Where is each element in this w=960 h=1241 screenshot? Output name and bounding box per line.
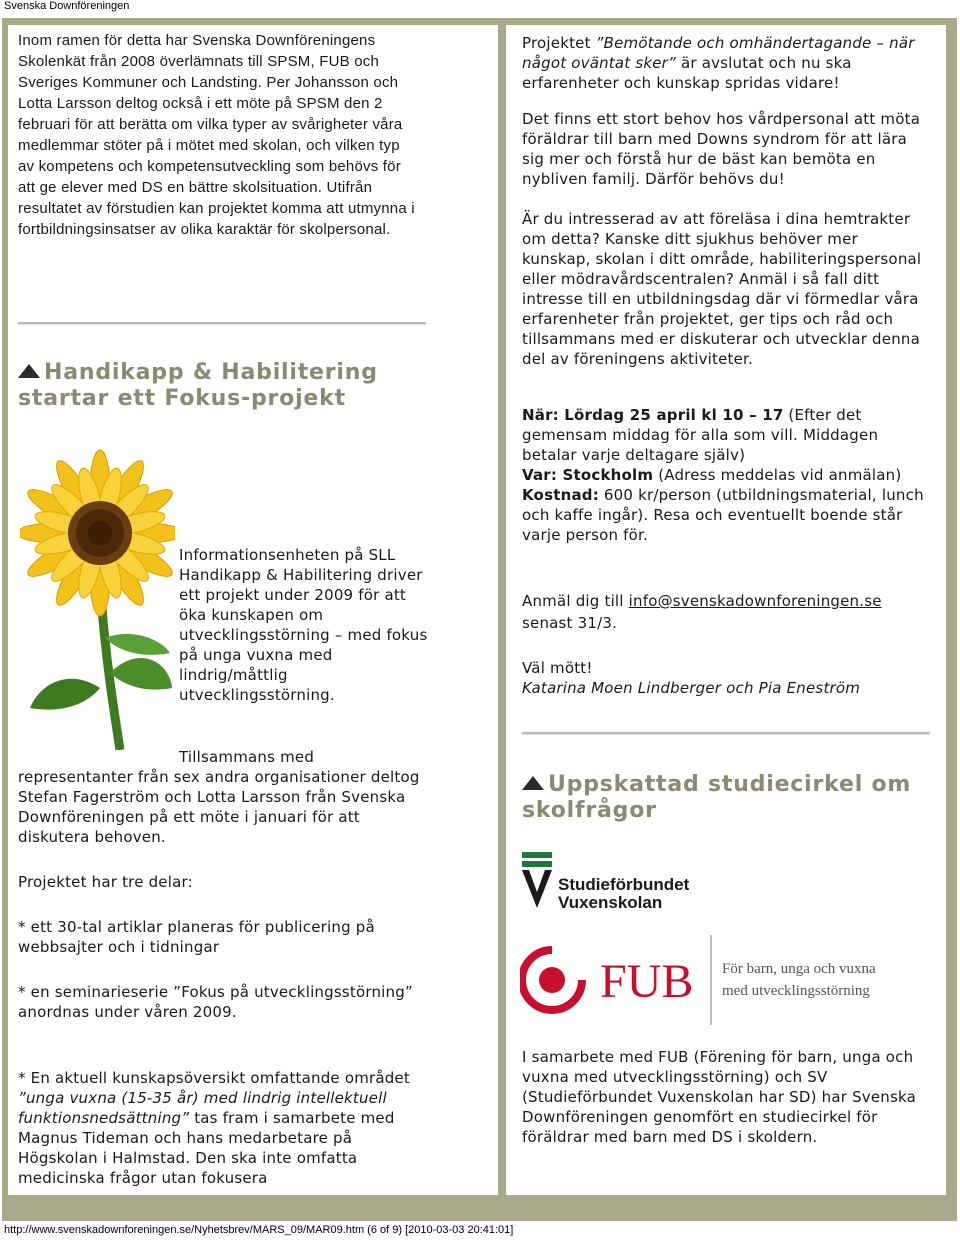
section-heading-studiecirkel	[522, 772, 922, 824]
sunflower-image	[20, 438, 175, 750]
heading2-text: Uppskattad studiecirkel om skolfrågor	[522, 772, 912, 823]
parts-intro: Projektet har tre delar:	[18, 873, 193, 891]
intro-part3: Utifrån resultatet av förstudien kan projektet komma att utmynna i fortbildningsinsatser av olika karaktär för skolpersonal.	[18, 179, 415, 238]
heading-text: Handikapp & Habilitering startar ett Fokus-projekt	[18, 360, 378, 411]
part-3	[18, 1068, 423, 1188]
intro-paragraph	[18, 30, 418, 240]
register-prefix: Anmäl dig till	[522, 592, 629, 610]
footer-url: http://www.svenskadownforeningen.se/Nyhetsbrev/MARS_09/MAR09.htm (6 of 9) [2010-03-03 20:41:01]	[4, 1224, 514, 1236]
fub-logo	[520, 935, 890, 1025]
fokus-info-paragraph: Informationsenheten på SLL Handikapp & Habilitering driver ett projekt under 2009 för att öka kunskapen om utvecklingsstörning – med fokus på unga vuxna med lindrig/måttlig utvecklingsstörning.	[179, 546, 428, 704]
deadline: senast 31/3.	[522, 614, 618, 632]
up-arrow-icon[interactable]	[18, 364, 40, 378]
cost-label: Kostnad:	[522, 486, 599, 504]
divider-right	[522, 732, 930, 735]
email-link[interactable]: info@svenskadownforeningen.se	[628, 592, 882, 610]
part-1: * ett 30-tal artiklar planeras för publicering på webbsajter och i tidningar	[18, 918, 375, 956]
study-circle-paragraph: I samarbete med FUB (Förening för barn, unga och vuxna med utvecklingsstörning) och SV (Studieförbundet Vuxenskolan har SD) har Svenska Downföreningen genomfört en studiecirkel för föräldrar med barn med DS i skoldern.	[522, 1048, 917, 1146]
section-heading-fokus	[18, 360, 418, 412]
welcome: Väl mött!	[522, 659, 593, 677]
signature: Katarina Moen Lindberger och Pia Eneström	[522, 679, 861, 697]
intro-part2: Per Johansson och Lotta Larsson deltog också i ett möte på SPSM den 2 februari för att berätta om vilka typer av svårigheter våra medlemmar stöter på i mötet med skolan, och vilken typ av kompetens och kompetensutveckling som behövs för att ge elever med DS en bättre skolsituation.	[18, 74, 403, 196]
fub-logo-text: FUB	[600, 955, 694, 1008]
right-p1-suffix: är avslutat och nu ska erfarenheter och kunskap spridas vidare!	[522, 54, 852, 92]
where-rest: (Adress meddelas vid anmälan)	[653, 466, 902, 484]
together-paragraph: representanter från sex andra organisationer deltog Stefan Fagerström och Lotta Larsson från Svenska Downföreningen på ett möte i januari för att diskutera behoven.	[18, 768, 420, 846]
right-p3: Är du intresserad av att föreläsa i dina hemtrakter om detta? Kanske ditt sjukhus behöver mer kunskap, skolan i ditt område, habiliteringspersonal eller mödravårdscentralen? Anmäl i så fall ditt intresse till en utbildningsdag där vi förmedlar våra erfarenheter från projektet, ger tips och råd och tillsammans med er diskuterar och utvecklar denna del av föreningens aktiviteter.	[522, 210, 922, 368]
part-2: * en seminarieserie ”Fokus på utvecklingsstörning” anordnas under våren 2009.	[18, 983, 413, 1021]
together-first-line: Tillsammans med	[179, 748, 315, 766]
browser-title: Svenska Downföreningen	[4, 0, 130, 12]
fub-tagline-2: med utvecklingsstörning	[722, 983, 870, 999]
right-p1-prefix: Projektet	[522, 34, 596, 52]
fub-tagline-1: För barn, unga och vuxna	[722, 961, 876, 977]
right-p1-italic: ”Bemötande och omhändertagande – när något oväntat sker”	[522, 34, 915, 72]
cost-rest: 600 kr/person (utbildningsmaterial, lunch och kaffe ingår). Resa och eventuellt boende står varje person för.	[522, 486, 924, 544]
part-3-italic: ”unga vuxna (15-35 år) med lindrig intellektuell funktionsnedsättning”	[18, 1089, 387, 1127]
part-3-suffix: tas fram i samarbete med Magnus Tideman och hans medarbetare på Högskolan i Halmstad. Den ska inte omfatta medicinska frågor utan fokusera	[18, 1109, 395, 1187]
when-rest: (Efter det gemensam middag för alla som vill. Middagen betalar varje deltagare själv)	[522, 406, 879, 464]
divider-left	[18, 322, 426, 325]
when-label: När: Lördag 25 april kl 10 – 17	[522, 406, 784, 424]
event-details	[522, 405, 927, 545]
up-arrow-icon[interactable]	[522, 776, 544, 790]
where-label: Var: Stockholm	[522, 466, 654, 484]
intro-part1: Inom ramen för detta har Svenska Downföreningens Skolenkät från 2008 överlämnats till SPSM, FUB och Sveriges Kommuner och Landsting.	[18, 32, 379, 91]
sv-logo-line1: Studieförbundet	[558, 875, 690, 894]
part-3-prefix: * En aktuell kunskapsöversikt omfattande området	[18, 1069, 411, 1087]
register-line	[522, 591, 927, 611]
right-p1	[522, 33, 927, 93]
right-p2: Det finns ett stort behov hos vårdpersonal att möta föräldrar till barn med Downs syndrom för att lära sig mer och förstå hur de bäst kan bemöta en nybliven familj. Därför behövs du!	[522, 110, 921, 188]
studieforbundet-vuxenskolan-logo	[520, 850, 720, 912]
sv-logo-line2: Vuxenskolan	[558, 893, 663, 912]
